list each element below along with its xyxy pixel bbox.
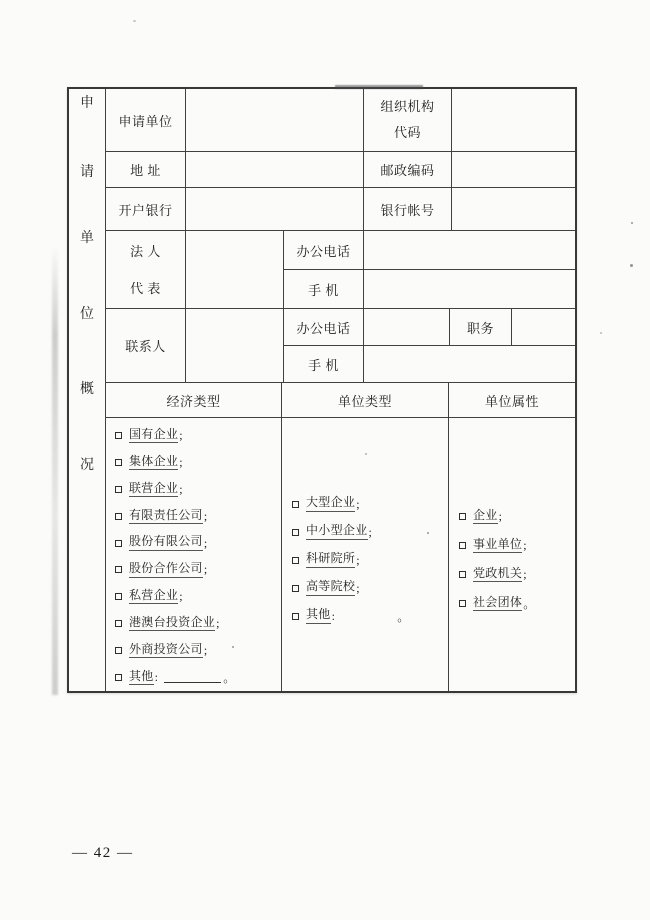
legal-office-phone-value-cell [364,231,575,269]
option-public-institution [459,531,527,560]
option-label: 外商投资公司 [129,643,203,658]
legal-rep-label-line1: 法 人 [130,243,161,259]
option-suffix: ; [179,427,183,442]
option-label: 联营企业 [129,482,178,497]
scan-speck [427,532,429,534]
legal-office-phone-row [284,231,575,270]
checkbox-icon [459,600,466,607]
scan-speck [133,20,136,22]
checkbox-icon [115,593,122,600]
option-economic-other [115,664,236,691]
option-label: 有限责任公司 [129,509,203,524]
option-suffix: : [331,608,336,623]
legal-office-phone-label: 办公电话 [284,231,364,269]
duty-label: 职务 [450,309,512,345]
address-label: 地 址 [106,152,186,187]
option-label: 国有企业 [129,428,178,443]
side-title-char: 位 [80,307,94,322]
option-research-institute [292,546,360,574]
bank-account-label: 银行帐号 [364,188,452,230]
option-label: 集体企业 [129,455,178,470]
contact-office-phone-row [284,309,575,346]
unit-attribute-options [449,418,575,691]
legal-rep-phone-block [284,231,575,308]
option-suffix: ; [203,643,208,658]
checkbox-icon [459,571,466,578]
option-label: 其他 [306,608,331,623]
option-social-organization [459,589,536,618]
bank-value-cell [186,188,364,230]
option-suffix: : [154,670,159,685]
option-suffix: ; [523,567,527,581]
checkbox-icon [459,513,466,520]
side-title-char: 申 [80,96,94,111]
option-large-enterprise [292,490,360,518]
option-label: 事业单位 [473,538,522,553]
address-value-cell [186,152,364,187]
option-state-owned [115,422,183,449]
checkbox-icon [115,647,122,654]
checkbox-icon [292,501,299,508]
form-section-title-vertical [69,89,106,691]
option-suffix: ; [498,509,503,523]
contact-mobile-value-cell [364,346,575,382]
option-enterprise [459,502,502,531]
option-suffix: ; [179,589,183,604]
option-suffix: ; [356,552,360,567]
option-private [115,583,183,610]
checkbox-icon [292,529,299,536]
fill-in-blank-line [164,672,221,683]
checkbox-icon [459,542,466,549]
option-label: 企业 [473,509,498,524]
side-title-char: 请 [80,165,94,180]
form-row-options [106,418,575,691]
scan-speck [630,264,633,267]
unit-attribute-header: 单位属性 [484,393,539,409]
option-limited-liability [115,503,207,530]
form-content [106,89,575,691]
option-suffix: ; [368,524,373,539]
option-label: 股份合作公司 [129,562,203,577]
legal-rep-value-cell [186,231,284,308]
legal-rep-label-line2: 代 表 [130,280,161,296]
scan-speck [232,646,234,648]
option-university [292,574,360,602]
checkbox-icon [115,674,122,681]
option-suffix: ; [216,616,220,631]
economic-type-options [106,418,282,691]
checkbox-icon [292,613,299,620]
option-joint-stock [115,530,207,557]
option-label: 私营企业 [129,589,178,604]
legal-mobile-row [284,270,575,308]
legal-mobile-value-cell [364,270,575,308]
economic-type-header: 经济类型 [106,383,282,417]
form-row-applicant [106,89,575,152]
option-suffix: ; [356,496,360,511]
option-collective [115,449,183,476]
checkbox-icon [292,557,299,564]
option-joint-venture [115,476,183,503]
legal-rep-label [106,231,186,308]
scan-smudge [335,85,423,89]
page-number: — 42 — [72,845,134,861]
option-suffix: ; [203,535,208,550]
scan-speck [631,222,633,224]
org-code-label-line2: 代码 [393,125,421,140]
checkbox-icon [292,585,299,592]
option-label: 大型企业 [306,496,355,511]
checkbox-icon [115,486,122,493]
option-label: 其他 [129,670,154,685]
checkbox-icon [115,459,122,466]
option-label: 高等院校 [306,580,355,595]
option-party-gov-organ [459,560,527,589]
scan-smudge [52,245,58,695]
form-row-address [106,152,575,188]
postal-code-value-cell [452,152,575,187]
checkbox-icon [115,540,122,547]
scan-speck [365,453,367,455]
form-row-bank [106,188,575,231]
form-row-group-headers [106,383,575,418]
option-label: 科研院所 [306,552,355,567]
option-tail: 。 [223,671,236,686]
legal-mobile-label: 手 机 [284,270,364,308]
option-suffix: 。 [523,597,536,611]
org-code-label [364,89,452,151]
contact-value-cell [186,309,284,382]
option-suffix: ; [203,508,208,523]
org-code-value-cell [452,89,575,151]
contact-office-phone-label: 办公电话 [284,309,364,345]
unit-type-options [282,418,449,691]
form-row-legal-rep [106,231,575,309]
unit-type-header: 单位类型 [282,383,449,417]
form-row-contact [106,309,575,383]
postal-code-label: 邮政编码 [364,152,452,187]
option-suffix: ; [523,538,527,552]
applicant-value-cell [186,89,364,151]
org-code-label-line1: 组织机构 [380,99,435,114]
checkbox-icon [115,620,122,627]
bank-account-value-cell [452,188,575,230]
contact-label: 联系人 [106,309,186,382]
option-tail: 。 [397,609,410,624]
side-title-char: 概 [80,382,94,397]
option-label: 中小型企业 [306,524,368,539]
applicant-label: 申请单位 [106,89,186,151]
checkbox-icon [115,432,122,439]
side-title-char: 单 [80,231,94,246]
side-title-char: 况 [80,458,94,473]
scan-speck [600,332,602,334]
option-stock-cooperative [115,557,207,584]
option-label: 股份有限公司 [129,535,203,550]
option-label: 党政机关 [473,567,522,582]
option-sme [292,518,372,546]
contact-phone-block [284,309,575,382]
option-suffix: ; [356,580,360,595]
option-suffix: ; [179,481,183,496]
option-suffix: ; [203,562,208,577]
contact-mobile-row [284,346,575,382]
option-label: 社会团体 [473,596,522,611]
application-form-table [67,87,577,693]
duty-value-cell [512,309,575,345]
bank-label: 开户银行 [106,188,186,230]
option-foreign-invested [115,637,207,664]
option-unit-type-other [292,602,410,630]
checkbox-icon [115,513,122,520]
contact-office-phone-value-cell [364,309,450,345]
contact-mobile-label: 手 机 [284,346,364,382]
option-hmt-invested [115,610,220,637]
option-suffix: ; [179,454,183,469]
checkbox-icon [115,566,122,573]
option-label: 港澳台投资企业 [129,616,215,631]
